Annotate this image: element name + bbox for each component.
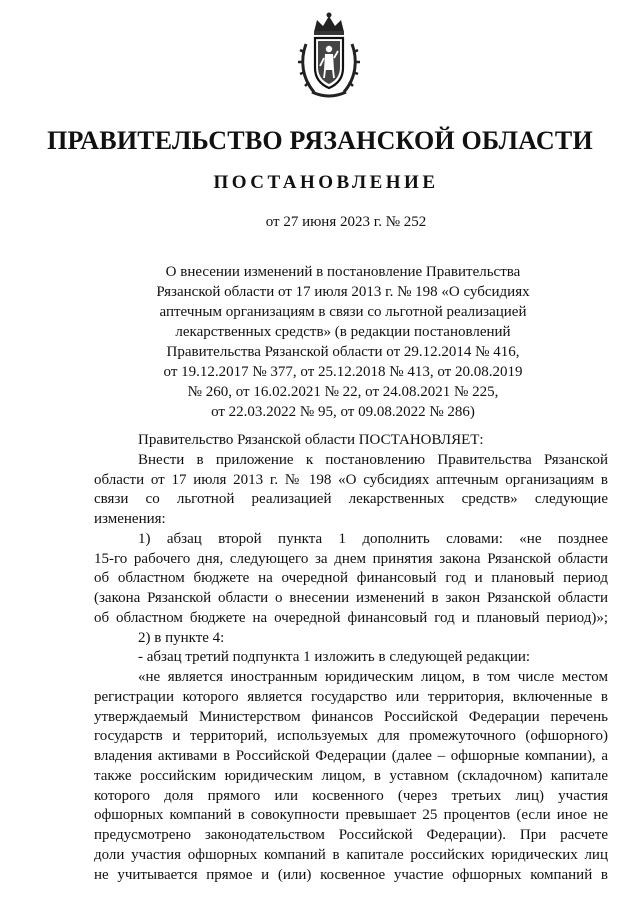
body-line: офшорных компаний в совокупности превышает 25 процентов (если иное не [94,807,608,824]
document-subject [0,262,640,422]
body-line: Внести в приложение к постановлению Правительства Рязанской [138,451,608,468]
body-line: об областном бюджете на очередной финансовый год и плановый период)»; [94,609,608,626]
body-line: также российским юридическим лицом, в уставном (складочном) капитале [94,767,608,784]
subject-line: аптечным организациям в связи со льготной реализацией [159,304,527,320]
body-line: - абзац третий подпункта 1 изложить в следующей редакции: [138,649,531,666]
document-body [94,431,608,885]
body-line: доли участия офшорных компаний в капитале российских юридических лиц [94,846,608,863]
document-type: ПОСТАНОВЛЕНИЕ [213,172,439,193]
body-line: Правительство Рязанской области ПОСТАНОВЛЯЕТ: [138,432,484,448]
body-line: связи со льготной реализацией лекарственных средств» следующие [94,491,608,508]
body-line: изменения: [94,511,166,527]
body-line: 15-го рабочего дня, следующего за днем принятия закона Рязанской области [94,550,608,567]
government-title: ПРАВИТЕЛЬСТВО РЯЗАНСКОЙ ОБЛАСТИ [47,126,593,155]
body-line: предусмотрено законодательством Российской Федерации). При расчете [94,827,608,843]
subject-line: О внесении изменений в постановление Правительства [165,264,521,280]
body-line: регистрации которого является государство или территория, включенные в [94,688,608,705]
body-line: области от 17 июля 2013 г. № 198 «О субсидиях аптечным организациям в [94,471,608,488]
subject-line: № 260, от 16.02.2021 № 22, от 24.08.2021 № 225, [187,384,499,400]
document-date: от 27 июня 2023 г. № 252 [265,214,427,230]
subject-line: Правительства Рязанской области от 29.12.2014 № 416, [166,344,520,360]
body-line: не учитывается прямое и (или) косвенное участие офшорных компаний в [94,866,608,883]
body-line: (закона Рязанской области о внесении изменений в закон Рязанской области [94,590,608,606]
body-line: которого доля прямого или косвенного (через третьих лиц) участия [94,787,608,804]
subject-line: от 22.03.2022 № 95, от 09.08.2022 № 286) [211,404,475,420]
body-line: государств и территорий, используемых для промежуточного (офшорного) [94,728,608,745]
body-line: «не является иностранным юридическим лицом, в том числе местом [138,669,608,685]
body-line: 2) в пункте 4: [138,629,225,646]
body-line: 1) абзац второй пункта 1 дополнить словами: «не позднее [138,530,608,547]
coat-of-arms-icon [296,10,362,102]
subject-line: Рязанской области от 17 июля 2013 г. № 198 «О субсидиях [156,284,530,300]
body-line: об областном бюджете на очередной финансовый год и плановый период [94,570,608,587]
subject-line: лекарственных средств» (в редакции постановлений [175,324,511,340]
body-line: владения активами в Российской Федерации (далее – офшорные компании), а [94,748,608,764]
subject-line: от 19.12.2017 № 377, от 25.12.2018 № 413, от 20.08.2019 [163,364,523,380]
body-line: утверждаемый Министерством финансов Российской Федерации перечень [94,708,608,725]
